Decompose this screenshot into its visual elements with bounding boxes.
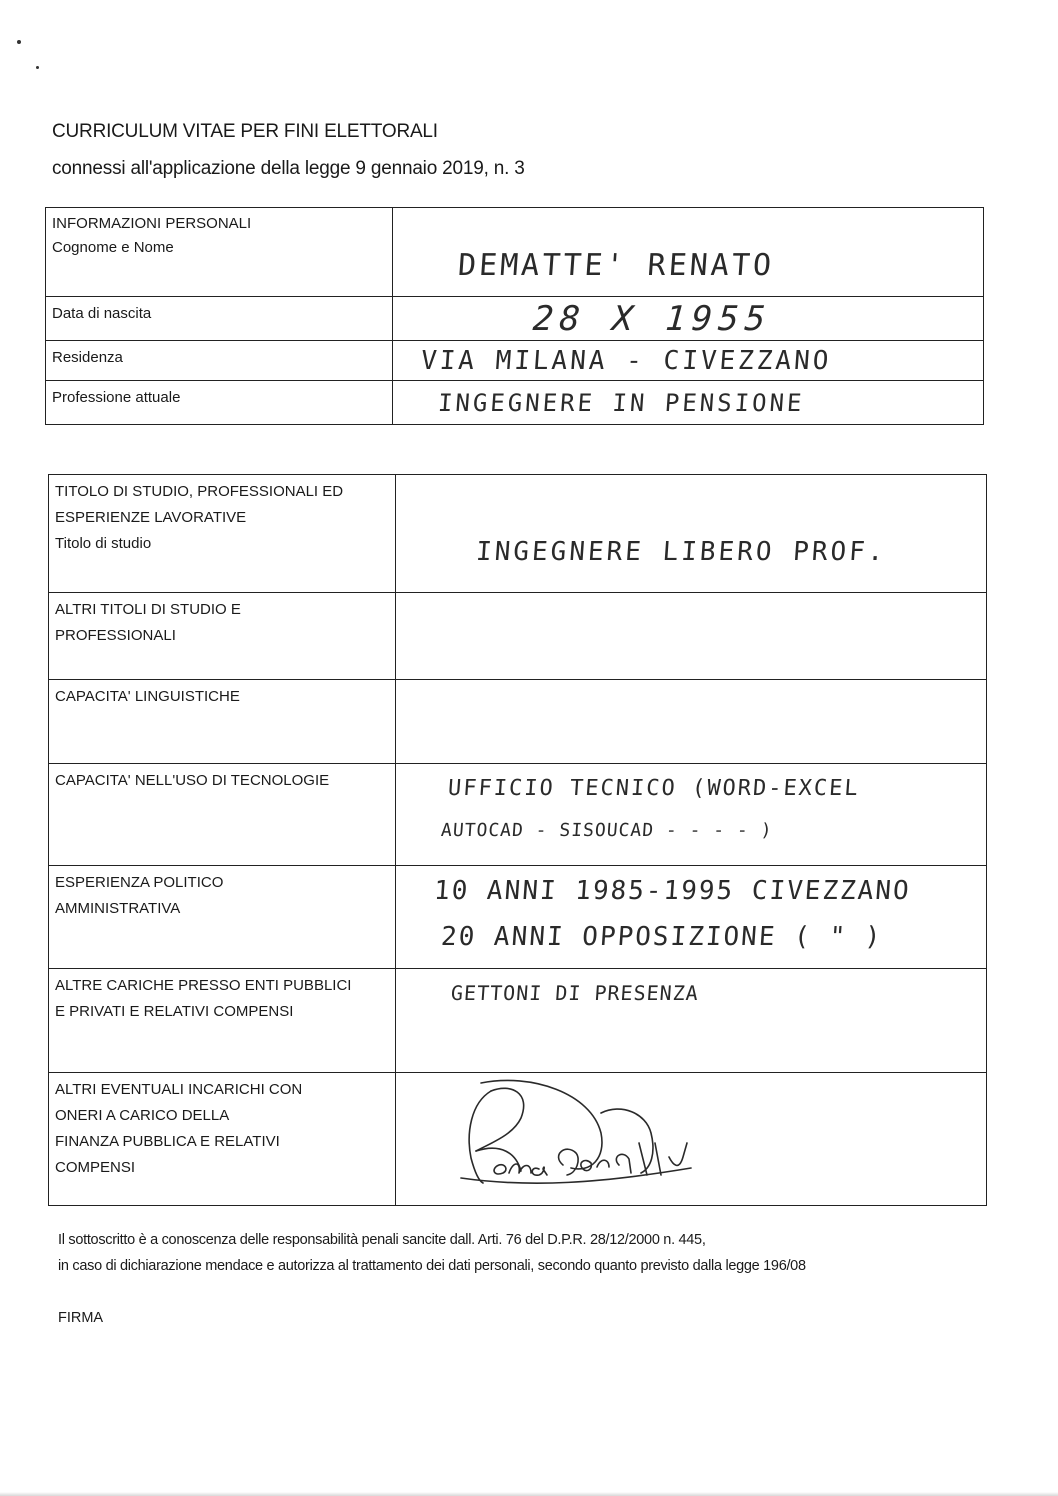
label-cell <box>49 969 396 1073</box>
label-cell <box>49 680 396 764</box>
value-cell <box>393 208 984 297</box>
label-cell <box>46 297 393 341</box>
studies-table <box>48 474 987 1206</box>
value-cell <box>396 593 987 680</box>
name-label: Cognome e Nome <box>52 239 174 256</box>
table-row <box>49 866 987 969</box>
studies-section-label: ESPERIENZE LAVORATIVE <box>55 509 247 526</box>
value-cell <box>396 969 987 1073</box>
table-row <box>49 593 987 680</box>
value-cell <box>393 341 984 381</box>
tech-value-line-2: AUTOCAD - SISOUCAD - - - - ) <box>440 820 774 841</box>
table-row <box>46 297 984 341</box>
value-cell <box>396 680 987 764</box>
label-cell <box>46 381 393 425</box>
charges-label: ONERI A CARICO DELLA <box>55 1107 230 1124</box>
table-row <box>49 680 987 764</box>
handwritten-signature <box>451 1073 751 1198</box>
birth-value: 28 X 1955 <box>531 299 773 339</box>
other-titles-label: PROFESSIONALI <box>55 627 176 644</box>
declaration-line-1: Il sottoscritto è a conoscenza delle responsabilità penali sancite dall. Arti. 76 del D.P.R. 28/12/2000 n. 445, <box>58 1232 706 1248</box>
offices-label: ALTRE CARICHE PRESSO ENTI PUBBLICI <box>55 977 352 994</box>
studies-section-label: TITOLO DI STUDIO, PROFESSIONALI ED <box>55 483 344 500</box>
offices-value: GETTONI DI PRESENZA <box>450 981 700 1005</box>
value-cell <box>393 297 984 341</box>
political-value-line-2: 20 ANNI OPPOSIZIONE ( " ) <box>439 922 884 952</box>
political-label: ESPERIENZA POLITICO <box>55 874 224 891</box>
degree-label: Titolo di studio <box>55 535 152 552</box>
document-subtitle: connessi all'applicazione della legge 9 gennaio 2019, n. 3 <box>52 158 525 179</box>
value-cell <box>393 381 984 425</box>
languages-label: CAPACITA' LINGUISTICHE <box>55 688 240 705</box>
document-title: CURRICULUM VITAE PER FINI ELETTORALI <box>52 121 438 142</box>
tech-value-line-1: UFFICIO TECNICO (WORD-EXCEL <box>447 776 861 801</box>
label-cell <box>49 764 396 866</box>
personal-section-label: INFORMAZIONI PERSONALI <box>52 215 252 232</box>
label-cell <box>49 866 396 969</box>
profession-value: INGEGNERE IN PENSIONE <box>437 389 806 417</box>
table-row <box>49 1073 987 1206</box>
value-cell <box>396 866 987 969</box>
label-cell <box>49 475 396 593</box>
table-row <box>49 969 987 1073</box>
charges-label: COMPENSI <box>55 1159 136 1176</box>
scan-speck <box>17 40 21 44</box>
value-cell <box>396 1073 987 1206</box>
residence-value: VIA MILANA - CIVEZZANO <box>419 346 833 376</box>
tech-label: CAPACITA' NELL'USO DI TECNOLOGIE <box>55 772 330 789</box>
label-cell <box>46 341 393 381</box>
charges-label: FINANZA PUBBLICA E RELATIVI <box>55 1133 280 1150</box>
table-row <box>46 208 984 297</box>
table-row <box>46 381 984 425</box>
label-cell <box>49 593 396 680</box>
declaration-line-2: in caso di dichiarazione mendace e autorizza al trattamento dei dati personali, secondo quanto previsto dalla legge 196/08 <box>58 1258 806 1274</box>
table-row <box>46 341 984 381</box>
personal-info-table <box>45 207 984 425</box>
degree-value: INGEGNERE LIBERO PROF. <box>474 537 888 567</box>
other-titles-label: ALTRI TITOLI DI STUDIO E <box>55 601 241 618</box>
value-cell <box>396 764 987 866</box>
firma-label: FIRMA <box>58 1310 104 1326</box>
political-value-line-1: 10 ANNI 1985-1995 CIVEZZANO <box>432 876 912 906</box>
residence-label: Residenza <box>52 349 123 366</box>
birth-label: Data di nascita <box>52 305 152 322</box>
charges-label: ALTRI EVENTUALI INCARICHI CON <box>55 1081 303 1098</box>
table-row <box>49 764 987 866</box>
value-cell <box>396 475 987 593</box>
scan-speck <box>36 66 39 69</box>
scan-edge <box>0 1492 1058 1496</box>
profession-label: Professione attuale <box>52 389 181 406</box>
name-value: DEMATTE' RENATO <box>456 248 776 283</box>
table-row <box>49 475 987 593</box>
label-cell <box>46 208 393 297</box>
offices-label: E PRIVATI E RELATIVI COMPENSI <box>55 1003 294 1020</box>
political-label: AMMINISTRATIVA <box>55 900 181 917</box>
label-cell <box>49 1073 396 1206</box>
